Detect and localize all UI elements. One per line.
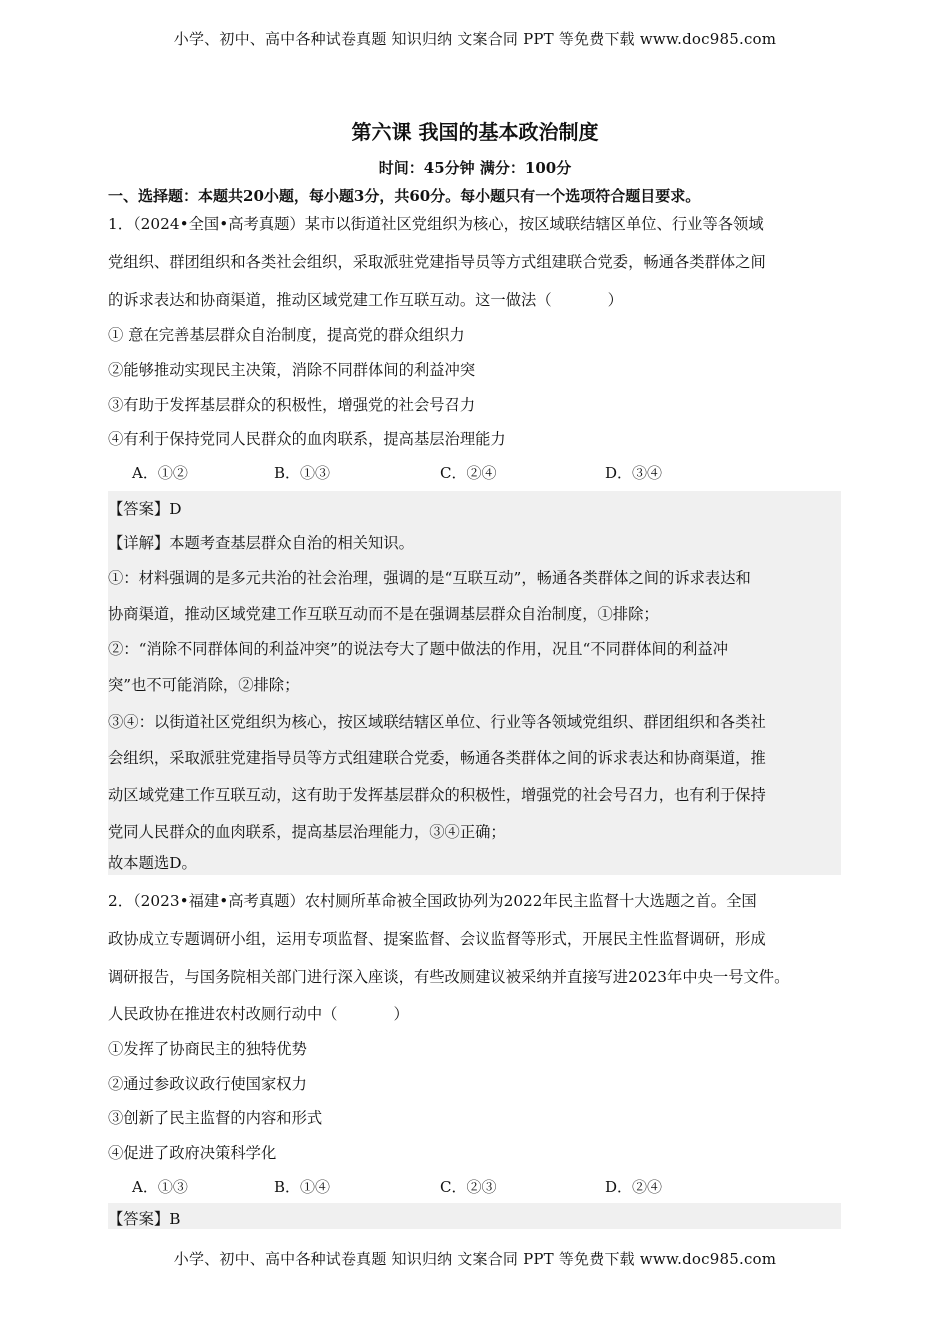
- option-d: D．②④: [605, 1178, 663, 1196]
- q1-statement: ① 意在完善基层群众自治制度，提高党的群众组织力: [108, 326, 465, 344]
- q2-stem-line: 政协成立专题调研小组，运用专项监督、提案监督、会议监督等形式，开展民主性监督调研，形成: [108, 930, 766, 948]
- page-title: 第六课 我国的基本政治制度: [351, 120, 599, 144]
- q1-explanation-line: ①：材料强调的是多元共治的社会治理，强调的是“互联互动”，畅通各类群体之间的诉求表达和: [108, 569, 751, 587]
- q2-statement: ①发挥了协商民主的独特优势: [108, 1040, 307, 1058]
- q1-stem-close: ）: [607, 291, 623, 309]
- q1-stem-line: 1．（2024•全国•高考真题）某市以街道社区党组织为核心，按区域联结辖区单位、行业等各领域: [108, 215, 764, 233]
- q1-statement: ③有助于发挥基层群众的积极性，增强党的社会号召力: [108, 396, 476, 414]
- q1-explanation-line: 党同人民群众的血肉联系，提高基层治理能力，③④正确；: [108, 823, 506, 841]
- option-d: D．③④: [605, 464, 663, 482]
- q2-stem-close: ）: [393, 1005, 409, 1023]
- q1-explanation-line: 会组织，采取派驻党建指导员等方式组建联合党委，畅通各类群体之间的诉求表达和协商渠道，推: [108, 749, 766, 767]
- option-a: A．①②: [132, 464, 188, 482]
- option-c: C．②④: [440, 464, 497, 482]
- option-b: B．①④: [274, 1178, 331, 1196]
- exam-meta: 时间：45分钟 满分：100分: [378, 159, 572, 177]
- q1-explanation-line: 突”也不可能消除，②排除；: [108, 676, 300, 694]
- q2-stem-line: [108, 1002, 409, 1024]
- q1-explanation-line: ②：“消除不同群体间的利益冲突”的说法夸大了题中做法的作用，况且“不同群体间的利益冲: [108, 640, 729, 658]
- page-footer-banner: 小学、初中、高中各种试卷真题 知识归纳 文案合同 PPT 等免费下载 www.doc985.com: [173, 1250, 777, 1268]
- page-header-banner: 小学、初中、高中各种试卷真题 知识归纳 文案合同 PPT 等免费下载 www.doc985.com: [173, 30, 777, 48]
- q1-stem-line: [108, 288, 623, 310]
- q2-stem-line: 2．（2023•福建•高考真题）农村厕所革命被全国政协列为2022年民主监督十大选题之首。全国: [108, 892, 757, 910]
- q1-explanation-line: ③④：以街道社区党组织为核心，按区域联结辖区单位、行业等各领域党组织、群团组织和各类社: [108, 713, 766, 731]
- option-a: A．①③: [132, 1178, 188, 1196]
- q1-explanation-line: 动区域党建工作互联互动，这有助于发挥基层群众的积极性，增强党的社会号召力，也有利于保持: [108, 786, 766, 804]
- q2-statement: ④促进了政府决策科学化: [108, 1144, 277, 1162]
- answer-box: [108, 1203, 841, 1229]
- q1-statement: ②能够推动实现民主决策，消除不同群体间的利益冲突: [108, 361, 476, 379]
- q1-explanation-line: 【详解】本题考查基层群众自治的相关知识。: [108, 534, 414, 552]
- section-heading: 一、选择题：本题共20小题，每小题3分，共60分。每小题只有一个选项符合题目要求。: [108, 187, 701, 205]
- option-c: C．②③: [440, 1178, 497, 1196]
- q1-explanation-line: 协商渠道，推动区域党建工作互联互动而不是在强调基层群众自治制度，①排除；: [108, 605, 659, 623]
- q2-stem-line: 调研报告，与国务院相关部门进行深入座谈，有些改厕建议被采纳并直接写进2023年中央一号文件。: [108, 968, 790, 986]
- q2-stem-text: 人民政协在推进农村改厕行动中（: [108, 1005, 338, 1023]
- q2-answer: 【答案】B: [108, 1210, 181, 1228]
- q1-stem-text: 的诉求表达和协商渠道，推动区域党建工作互联互动。这一做法（: [108, 291, 552, 309]
- q2-statement: ②通过参政议政行使国家权力: [108, 1075, 307, 1093]
- q1-answer: 【答案】D: [108, 500, 182, 518]
- q1-stem-line: 党组织、群团组织和各类社会组织，采取派驻党建指导员等方式组建联合党委，畅通各类群体之间: [108, 253, 766, 271]
- q2-statement: ③创新了民主监督的内容和形式: [108, 1109, 323, 1127]
- q1-statement: ④有利于保持党同人民群众的血肉联系，提高基层治理能力: [108, 430, 506, 448]
- q1-conclusion: 故本题选D。: [108, 854, 197, 872]
- option-b: B．①③: [274, 464, 331, 482]
